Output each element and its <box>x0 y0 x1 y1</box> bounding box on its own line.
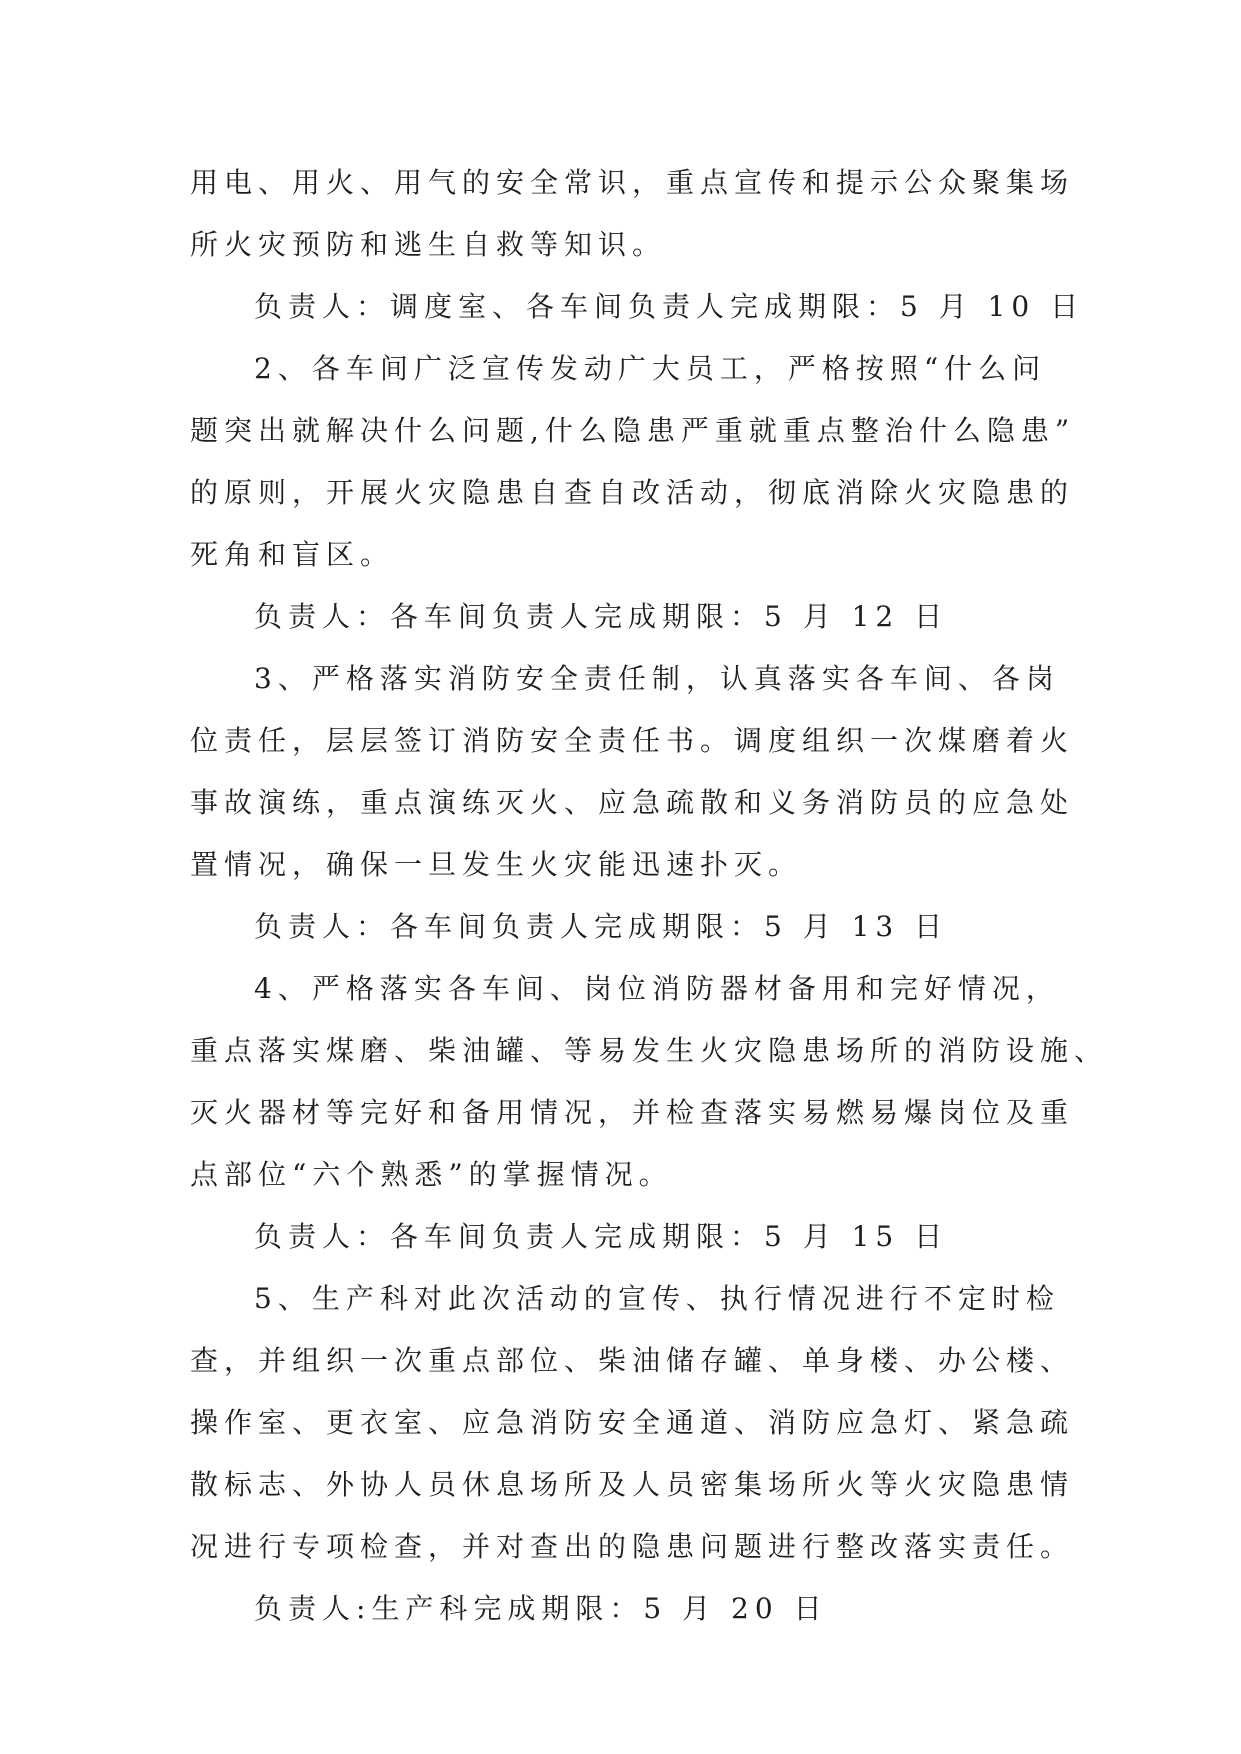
responsible-line: 负责人:生产科完成期限：5 月 20 日 <box>254 1592 828 1625</box>
item-5-start: 5、生产科对此次活动的宣传、执行情况进行不定时检 <box>254 1282 1060 1315</box>
responsible-line: 负责人：各车间负责人完成期限：5 月 12 日 <box>254 600 949 633</box>
document-body <box>190 152 1109 1640</box>
responsible-line: 负责人：调度室、各车间负责人完成期限：5 月 10 日 <box>254 290 1085 323</box>
text-line: 位责任，层层签订消防安全责任书。调度组织一次煤磨着火 <box>190 724 1075 757</box>
responsible-line: 负责人：各车间负责人完成期限：5 月 13 日 <box>254 910 949 943</box>
text-line: 事故演练，重点演练灭火、应急疏散和义务消防员的应急处 <box>190 786 1075 819</box>
text-line: 散标志、外协人员休息场所及人员密集场所火等火灾隐患情 <box>190 1468 1075 1501</box>
text-line: 死角和盲区。 <box>190 538 395 571</box>
text-line: 操作室、更衣室、应急消防安全通道、消防应急灯、紧急疏 <box>190 1406 1075 1439</box>
text-line: 置情况，确保一旦发生火灾能迅速扑灭。 <box>190 848 803 881</box>
text-line: 题突出就解决什么问题,什么隐患严重就重点整治什么隐患” <box>190 414 1076 447</box>
responsible-line: 负责人：各车间负责人完成期限：5 月 15 日 <box>254 1220 949 1253</box>
text-line: 所火灾预防和逃生自救等知识。 <box>190 228 667 261</box>
text-line: 灭火器材等完好和备用情况，并检查落实易燃易爆岗位及重 <box>190 1096 1075 1129</box>
text-line: 用电、用火、用气的安全常识，重点宣传和提示公众聚集场 <box>190 166 1075 199</box>
text-line: 况进行专项检查，并对查出的隐患问题进行整改落实责任。 <box>190 1530 1075 1563</box>
text-line: 的原则，开展火灾隐患自查自改活动，彻底消除火灾隐患的 <box>190 476 1075 509</box>
text-line: 点部位“六个熟悉”的掌握情况。 <box>190 1158 673 1191</box>
text-line: 重点落实煤磨、柴油罐、等易发生火灾隐患场所的消防设施、 <box>190 1034 1109 1067</box>
item-3-start: 3、严格落实消防安全责任制，认真落实各车间、各岗 <box>254 662 1060 695</box>
text-line: 查，并组织一次重点部位、柴油储存罐、单身楼、办公楼、 <box>190 1344 1075 1377</box>
item-4-start: 4、严格落实各车间、岗位消防器材备用和完好情况， <box>254 972 1060 1005</box>
item-2-start: 2、各车间广泛宣传发动广大员工，严格按照“什么问 <box>254 352 1047 385</box>
